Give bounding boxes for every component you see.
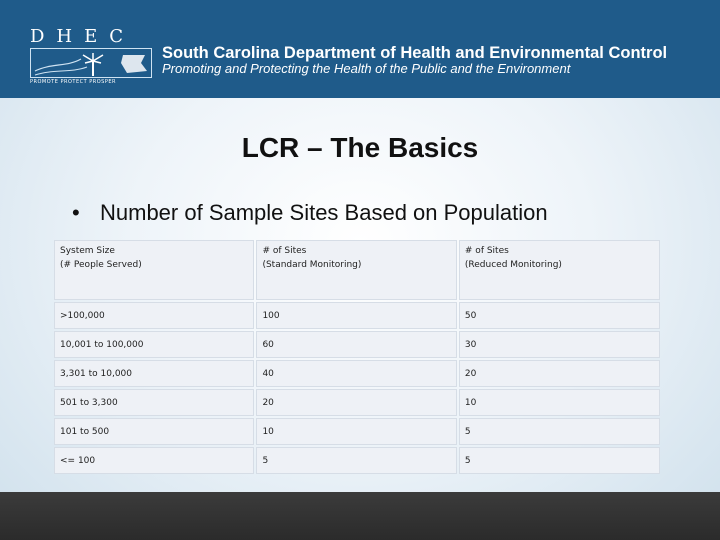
organization-name: South Carolina Department of Health and Environmental Control xyxy=(162,44,668,62)
table-cell: 101 to 500 xyxy=(54,418,254,445)
table-row xyxy=(54,360,660,387)
table-cell: 50 xyxy=(459,302,660,329)
table-header-cell: # of Sites (Standard Monitoring) xyxy=(256,240,456,300)
table-cell: 40 xyxy=(256,360,456,387)
sample-sites-table xyxy=(52,238,662,476)
header-banner xyxy=(0,0,720,98)
table-cell: 100 xyxy=(256,302,456,329)
bullet-marker: • xyxy=(72,200,80,225)
table-header-row xyxy=(54,240,660,300)
table-cell: 501 to 3,300 xyxy=(54,389,254,416)
logo-motto: PROMOTE PROTECT PROSPER xyxy=(30,79,116,85)
table-cell: 60 xyxy=(256,331,456,358)
table-row xyxy=(54,447,660,474)
table-header-cell: # of Sites (Reduced Monitoring) xyxy=(459,240,660,300)
table-row xyxy=(54,389,660,416)
table-cell: 30 xyxy=(459,331,660,358)
organization-tagline: Promoting and Protecting the Health of the Public and the Environment xyxy=(162,61,571,76)
table-cell: 20 xyxy=(459,360,660,387)
footer-bar xyxy=(0,492,720,540)
table-header-cell: System Size (# People Served) xyxy=(54,240,254,300)
table-cell: 5 xyxy=(459,418,660,445)
table-cell: 5 xyxy=(256,447,456,474)
palmetto-tree-icon xyxy=(30,48,152,78)
table-cell: 10,001 to 100,000 xyxy=(54,331,254,358)
table-cell: 3,301 to 10,000 xyxy=(54,360,254,387)
table-cell: 20 xyxy=(256,389,456,416)
table-row xyxy=(54,418,660,445)
table-cell: 10 xyxy=(459,389,660,416)
table-row xyxy=(54,331,660,358)
table-cell: >100,000 xyxy=(54,302,254,329)
bullet-text: Number of Sample Sites Based on Population xyxy=(100,200,548,225)
table-cell: 5 xyxy=(459,447,660,474)
logo-letters: DHEC xyxy=(30,26,136,47)
bullet-point xyxy=(72,196,548,230)
slide-title: LCR – The Basics xyxy=(241,132,479,163)
table-cell: 10 xyxy=(256,418,456,445)
dhec-logo xyxy=(30,28,150,86)
table-row xyxy=(54,302,660,329)
table-cell: <= 100 xyxy=(54,447,254,474)
